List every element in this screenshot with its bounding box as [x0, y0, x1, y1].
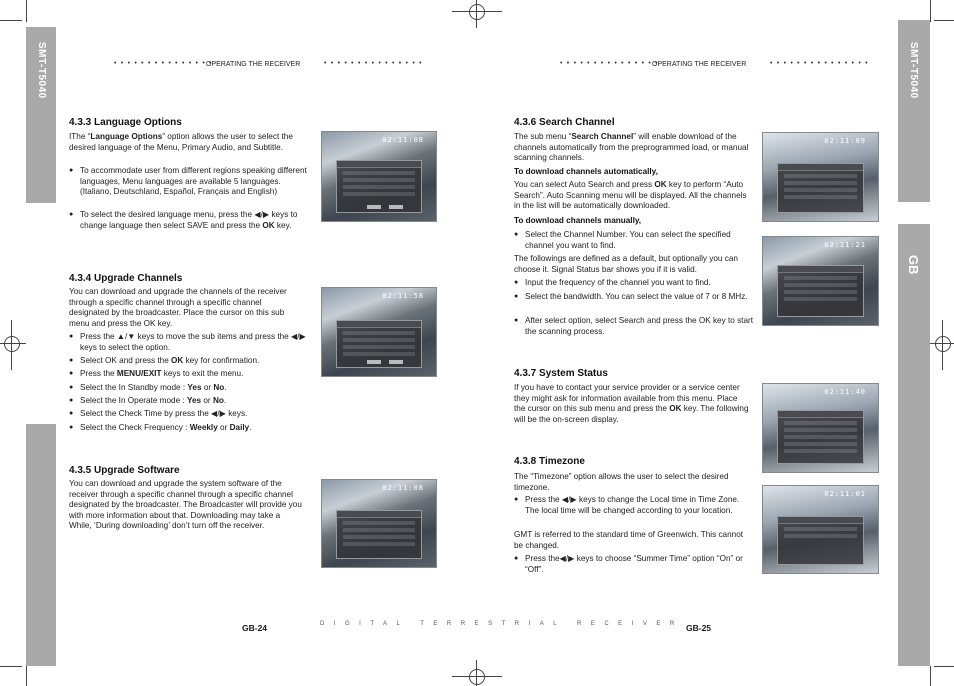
registration-line [11, 320, 12, 370]
crop-mark [930, 666, 931, 686]
screenshot-search-channel-manual [762, 236, 879, 326]
crop-mark [934, 20, 954, 21]
paragraph: GMT is referred to the standard time of Greenwich. This cannot be changed. [514, 530, 744, 550]
left-header-title: OPERATING THE RECEIVER [206, 61, 301, 68]
crop-mark [26, 0, 27, 22]
registration-line [476, 0, 477, 28]
right-side-tab-lower [898, 312, 930, 666]
header-dots: • • • • • • • • • • • • • • • [114, 60, 213, 67]
screen-clock: 02:11:09 [824, 137, 866, 145]
right-header-title: OPERATING THE RECEIVER [652, 61, 747, 68]
registration-mark [4, 336, 20, 352]
section-title: 4.3.8 Timezone [514, 456, 585, 467]
screen-clock: 02:11:08 [382, 484, 424, 492]
bullet-item: ● Select the In Standby mode : Yes or No. [69, 383, 312, 394]
bullet-item: ● Select the bandwidth. You can select the value of 7 or 8 MHz. [514, 292, 759, 303]
screen-clock: 02:11:21 [824, 241, 866, 249]
registration-line [452, 11, 502, 12]
bullet-item: ● Select the Check Time by press the ◀/▶ keys. [69, 409, 312, 420]
bullet-item: ● Input the frequency of the channel you want to find. [514, 278, 759, 289]
bullet-item: ● Select the Check Frequency : Weekly or Daily. [69, 423, 312, 434]
bullet-item: ● Select the Channel Number. You can select the specified channel you want to find. [514, 230, 759, 251]
menu-window [777, 516, 864, 565]
menu-window [336, 160, 422, 213]
screenshot-upgrade-channels [321, 287, 437, 377]
header-dots: • • • • • • • • • • • • • • • [324, 60, 423, 67]
registration-mark [469, 669, 485, 685]
bullet-item: ● Select OK and press the OK key for confirmation. [69, 356, 312, 367]
paragraph: The followings are defined as a default, but optionally you can choose it. Signal Status bar shows you if it is valid. [514, 254, 738, 274]
section-title: 4.3.3 Language Options [69, 117, 182, 128]
registration-mark [935, 336, 951, 352]
crop-mark [930, 0, 931, 22]
page-number: GB-24 [242, 623, 268, 633]
page-number: GB-25 [686, 623, 712, 633]
menu-window [777, 410, 864, 464]
subheading: To download channels automatically, [514, 167, 658, 176]
crop-mark [26, 666, 27, 686]
paragraph: IThe “Language Options” option allows the user to select the desired language of the Menu, Primary Audio, and Subtitle. [69, 132, 293, 152]
menu-window [777, 265, 864, 317]
gb-label: GB [906, 255, 921, 275]
right-model-label: SMT-T5040 [908, 42, 919, 99]
crop-mark [934, 666, 954, 667]
paragraph: You can download and upgrade the channels of the receiver through a specific channel through a specific channel designated by the broadcaster. Place the cursor on this sub menu and press the OK key. [69, 287, 287, 328]
header-dots: • • • • • • • • • • • • • • • [560, 60, 659, 67]
registration-line [452, 676, 502, 677]
paragraph: You can select Auto Search and press OK key to perform “Auto Search”. Auto Scanning menu will be displayed. All the channels in the list will be automatically downloaded. [514, 180, 747, 211]
paragraph: You can download and upgrade the system software of the receiver through a specific channel through a specific channel designated by the broadcaster. The Broadcaster will provide you with more information about that. Downloading may take a While, ‘During downloading’ don’t turn off the receiver. [69, 479, 302, 531]
screen-clock: 02:11:58 [382, 292, 424, 300]
paragraph: The sub menu “Search Channel” will enable download of the channels automatically from the preprogrammed load, or manual scanning channels. [514, 132, 749, 163]
bullet-item: ● To accommodate user from different regions speaking different languages, Menu languages are available 5 languages. (Italiano, Deutschland, Español, Français and English) [69, 166, 312, 198]
bullet-item: ● After select option, select Search and press the OK key to start the scanning process. [514, 316, 759, 337]
subheading: To download channels manually, [514, 216, 642, 225]
registration-mark [469, 4, 485, 20]
crop-mark [0, 666, 22, 667]
bullet-item: ● Press the MENU/EXIT keys to exit the menu. [69, 369, 312, 380]
menu-window [777, 163, 864, 213]
screenshot-system-status [762, 383, 879, 473]
bullet-item: ● Press the◀/▶ keys to choose “Summer Time” option “On” or “Off”. [514, 554, 759, 575]
crop-mark [0, 20, 22, 21]
bullet-item: ● Select the In Operate mode : Yes or No. [69, 396, 312, 407]
screen-clock: 02:11:01 [824, 490, 866, 498]
menu-window [336, 510, 422, 559]
screenshot-search-channel-auto [762, 132, 879, 222]
screenshot-upgrade-software [321, 479, 437, 568]
screenshot-timezone [762, 485, 879, 574]
section-title: 4.3.7 System Status [514, 368, 608, 379]
paragraph: If you have to contact your service provider or a service center they might ask for information available from this menu. Place the cursor on this sub menu and press the OK key. The following will be the on-screen display. [514, 383, 749, 424]
section-title: 4.3.5 Upgrade Software [69, 465, 180, 476]
screenshot-language-options [321, 131, 437, 222]
header-dots: • • • • • • • • • • • • • • • [770, 60, 869, 67]
registration-line [476, 660, 477, 686]
screen-clock: 02:11:08 [382, 136, 424, 144]
section-title: 4.3.4 Upgrade Channels [69, 273, 183, 284]
left-model-label: SMT-T5040 [36, 42, 47, 99]
menu-window [336, 320, 422, 368]
bullet-item: ● Press the ▲/▼ keys to move the sub items and press the ◀/▶ keys to select the option. [69, 332, 312, 353]
section-title: 4.3.6 Search Channel [514, 117, 615, 128]
paragraph: The “Timezone” option allows the user to select the desired timezone. [514, 472, 729, 492]
left-side-tab-lower [26, 424, 56, 666]
footer-text: DIGITAL TERRESTRIAL RECEIVER [320, 621, 684, 627]
bullet-item: ● To select the desired language menu, press the ◀/▶ keys to change language then select SAVE and press the OK key. [69, 210, 312, 231]
registration-line [942, 320, 943, 370]
screen-clock: 02:11:40 [824, 388, 866, 396]
bullet-item: ● Press the ◀/▶ keys to change the Local time in Time Zone. The local time will be changed according to your location. [514, 495, 751, 516]
registration-line [0, 343, 26, 344]
